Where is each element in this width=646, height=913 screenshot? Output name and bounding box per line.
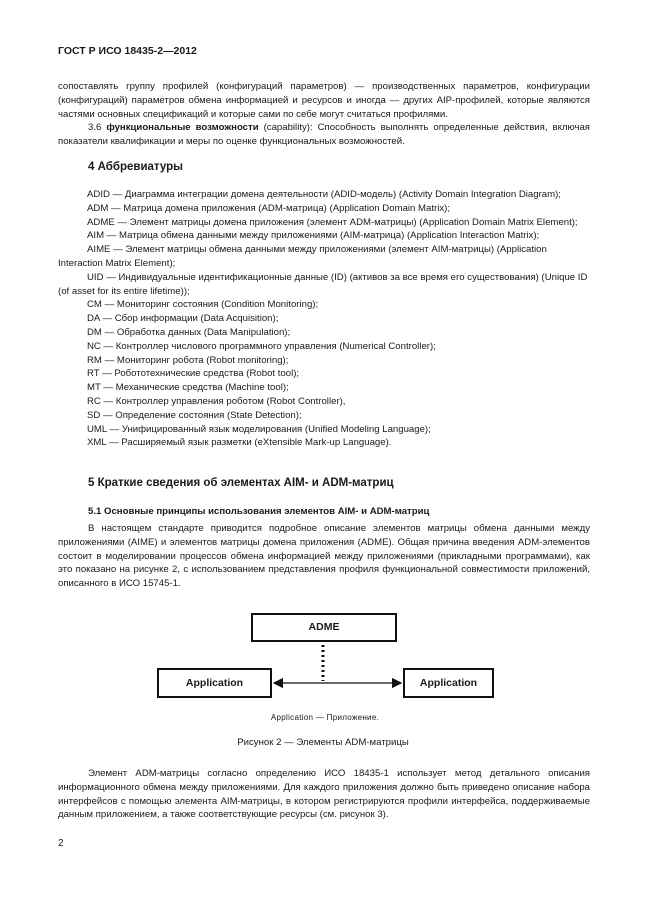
abbreviation-item: MT — Механические средства (Machine tool); — [87, 382, 289, 394]
abbreviation-item: DA — Сбор информации (Data Acquisition); — [87, 313, 279, 325]
figure-caption: Рисунок 2 — Элементы ADM-матрицы — [237, 737, 409, 748]
abbreviation-item: UML — Унифицированный язык моделирования (Unified Modeling Language); — [87, 423, 431, 435]
abbreviation-item: ADME — Элемент матрицы домена приложения (элемент ADM-матрицы) (Application Domain Matrix Element); — [87, 216, 578, 228]
abbreviation-item: NC — Контроллер числового программного управления (Numerical Controller); — [87, 340, 436, 352]
section-4-title: 4 Аббревиатуры — [88, 161, 183, 173]
adme-box: ADME — [251, 613, 397, 642]
document-header: ГОСТ Р ИСО 18435-2—2012 — [58, 45, 197, 57]
figure-note: Application — Приложение. — [270, 713, 380, 722]
adm-element-paragraph: Элемент ADM-матрицы согласно определению ИСО 18435-1 использует метод детального описания информационного обмена между приложениями. Для каждого приложения должно быть приведено описание набора интерфейсов с помощью элемента AIM-матрицы, в котором регистрируются профили интерфейса, поддерживаемые данным приложением, а также соответствующие ресурсы (см. рисунок 3). — [58, 768, 590, 821]
abbreviation-item: RM — Мониторинг робота (Robot monitoring); — [87, 354, 289, 366]
abbreviation-item: ADID — Диаграмма интеграции домена деятельности (ADID-модель) (Activity Domain Integration Diagram); — [87, 189, 561, 200]
application-box-left: Application — [157, 668, 272, 698]
section-5-1-paragraph: В настоящем стандарте приводится подробное описание элементов матрицы обмена данными между приложениями (AIME) и элементов матрицы домена приложения (ADME). Общая причина введения ADM-элементов состоит в моделировании процессов обмена информацией между приложениями (прикладными программами), как это показано на рисунке 2, с использованием представления профиля функциональной совместимости приложений, описанного в ИСО 15745-1. — [58, 523, 590, 590]
section-5-title: 5 Краткие сведения об элементах AIM- и ADM-матриц — [88, 477, 394, 489]
definition-number: 3.6 — [88, 122, 102, 133]
definition-text: (capability): Способность выполнять определенные действия, включая показатели квалификации и меры по оценке функциональных возможностей. — [58, 122, 591, 147]
abbreviation-item: XML — Расширяемый язык разметки (eXtensible Mark-up Language). — [87, 437, 392, 449]
application-box-right: Application — [403, 668, 494, 698]
abbreviation-item: UID — Индивидуальные идентификационные данные (ID) (активов за все время его существования) (Unique ID (of asset for its entire lifetime)); — [58, 271, 588, 297]
abbreviation-item: AIM — Матрица обмена данными между приложениями (AIM-матрица) (Application Interaction Matrix); — [87, 230, 540, 242]
abbreviations-list — [58, 188, 592, 450]
abbreviation-item: AIME — Элемент матрицы обмена данными между приложениями (элемент AIM-матрицы) (Application Interaction Matrix Element); — [58, 244, 547, 269]
abbreviation-item: RT — Робототехнические средства (Robot tool); — [87, 368, 300, 380]
intro-paragraph: сопоставлять группу профилей (конфигураций параметров) — производственных параметров, конфигурации (конфигураций) параметров обмена информацией и ресурсов и иногда — других AIP-профилей, которые являются частями основных спецификаций и которые сами по себе могут считаться профилями. — [58, 81, 590, 120]
page-number: 2 — [58, 838, 64, 849]
definition-term: функциональные возможности — [106, 122, 259, 133]
subsection-5-1-title: 5.1 Основные принципы использования элементов AIM- и ADM-матриц — [88, 506, 430, 517]
abbreviation-item: DM — Обработка данных (Data Manipulation); — [87, 326, 291, 338]
abbreviation-item: CM — Мониторинг состояния (Condition Monitoring); — [87, 299, 319, 311]
abbreviation-item: RC — Контроллер управления роботом (Robot Controller), — [87, 395, 346, 407]
definition-3-6 — [58, 121, 590, 149]
abbreviation-item: SD — Определение состояния (State Detection); — [87, 409, 302, 421]
abbreviation-item: ADM — Матрица домена приложения (ADM-матрица) (Application Domain Matrix); — [87, 202, 451, 214]
